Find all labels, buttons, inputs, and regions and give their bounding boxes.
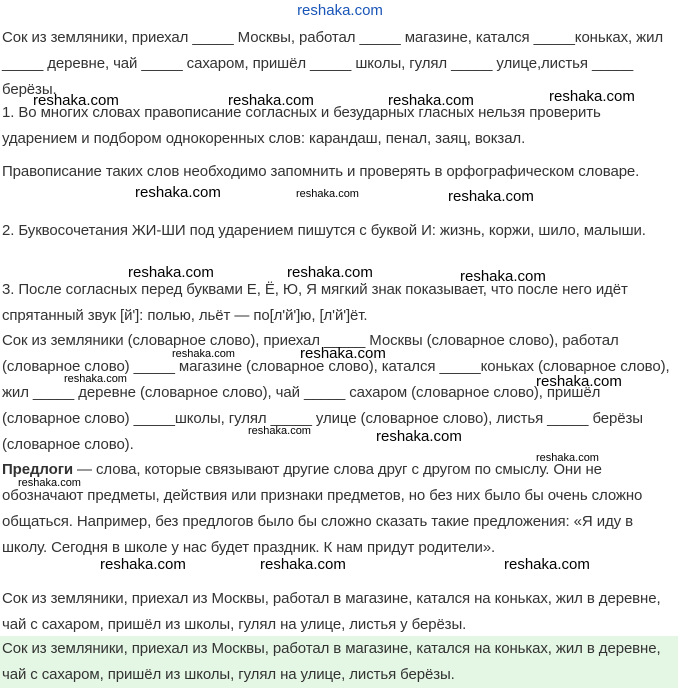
prepositions-text: — слова, которые связывают другие слова друг с другом по смыслу. Они не обозначают предметы, действия или признаки предметов, но без них было бы очень сложно общаться. Например, без предлогов было бы сложно сказать такие предложения: «Я иду в школу. Сегодня в школе у нас будет праздник. К нам придут родители». xyxy=(2,461,643,556)
watermark: reshaka.com xyxy=(376,428,462,445)
rule-1-b: Правописание таких слов необходимо запомнить и проверять в орфографическом словаре. xyxy=(2,163,640,180)
watermark: reshaka.com xyxy=(100,556,186,573)
watermark: reshaka.com xyxy=(460,268,546,285)
watermark: reshaka.com xyxy=(128,264,214,281)
watermark: reshaka.com xyxy=(287,264,373,281)
watermark: reshaka.com xyxy=(18,477,81,489)
rule-1-a: 1. Во многих словах правописание согласных и безударных гласных нельзя проверить ударением и подбором однокоренных слов: карандаш, пенал, заяц, вокзал. xyxy=(2,104,601,147)
watermark: reshaka.com xyxy=(248,425,311,437)
rule-3: 3. После согласных перед буквами Е, Ё, Ю, Я мягкий знак показывает, что после него идёт спрятанный звук [й']: полью, льёт — по[л'й']ю, [л'й']ёт. xyxy=(2,281,628,324)
watermark: reshaka.com xyxy=(135,184,221,201)
watermark: reshaka.com xyxy=(448,188,534,205)
watermark: reshaka.com xyxy=(260,556,346,573)
watermark: reshaka.com xyxy=(296,188,359,200)
filled-text: Сок из земляники, приехал из Москвы, работал в магазине, катался на коньках, жил в деревне, чай с сахаром, пришёл из школы, гулял на улице, листья у берёзы. xyxy=(2,590,661,633)
watermark: reshaka.com xyxy=(300,345,386,362)
task-text: Сок из земляники, приехал _____ Москвы, работал _____ магазине, катался _____коньках, жил _____ деревне, чай _____ сахаром, пришёл _____ школы, гулял _____ улице,листья _____ берёзы. xyxy=(2,29,664,98)
watermark: reshaka.com xyxy=(549,88,635,105)
answer-text: Сок из земляники, приехал из Москвы, работал в магазине, катался на коньках, жил в деревне, чай с сахаром, пришёл из школы, гулял на улице, листья берёзы. xyxy=(0,636,678,688)
site-title: reshaka.com xyxy=(297,2,383,19)
prepositions-term: Предлоги xyxy=(2,461,73,478)
watermark: reshaka.com xyxy=(172,348,235,360)
dictionary-text: Сок из земляники (словарное слово), приехал _____ Москвы (словарное слово), работал (словарное слово) _____ магазине (словарное слово), катался _____коньках (словарное слово), жил _____ деревне (словарное слово), чай _____ сахаром (словарное слово), пришёл (словарное слово) _____школы, гулял _____ улице (словарное слово), листья _____ берёзы (словарное слово). xyxy=(2,332,670,453)
watermark: reshaka.com xyxy=(388,92,474,109)
rule-2: 2. Буквосочетания ЖИ-ШИ под ударением пишутся с буквой И: жизнь, коржи, шило, малыши. xyxy=(2,222,646,239)
watermark: reshaka.com xyxy=(504,556,590,573)
watermark: reshaka.com xyxy=(536,452,599,464)
watermark: reshaka.com xyxy=(228,92,314,109)
watermark: reshaka.com xyxy=(64,373,127,385)
watermark: reshaka.com xyxy=(536,373,622,390)
watermark: reshaka.com xyxy=(33,92,119,109)
